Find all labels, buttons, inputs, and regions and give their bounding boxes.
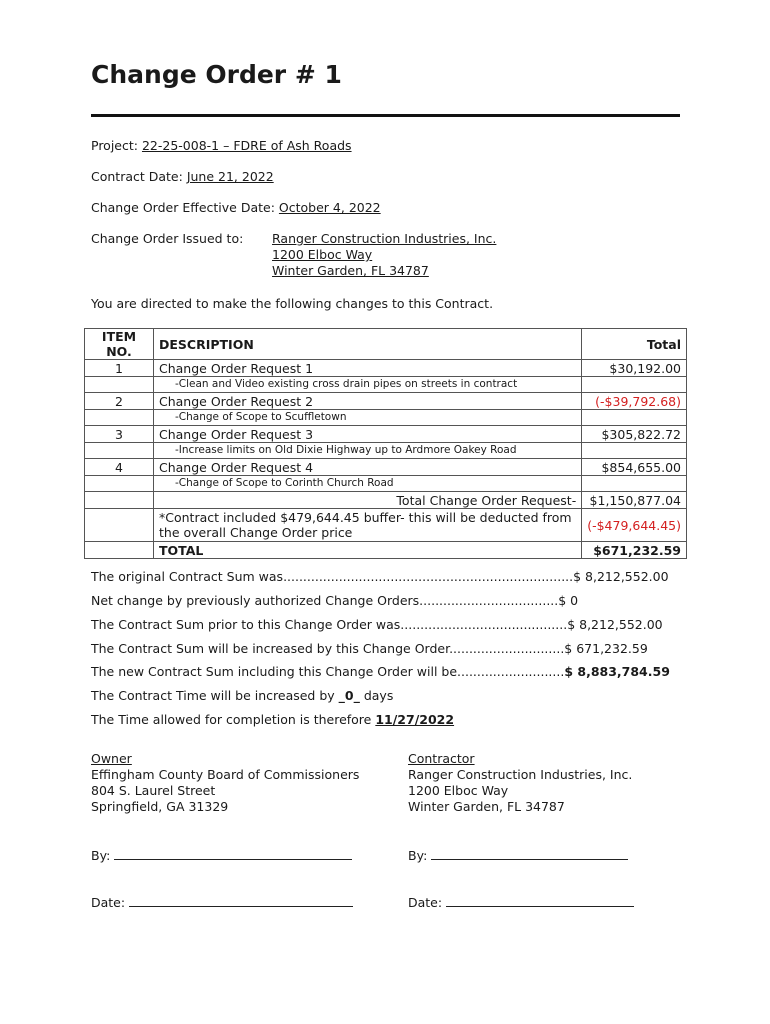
- project-line: [91, 138, 352, 153]
- new-sum-text: The new Contract Sum including this Change Order will be...........................: [91, 664, 565, 679]
- owner-line3: Springfield, GA 31329: [91, 799, 229, 814]
- total-row: [85, 542, 687, 559]
- total-value: $671,232.59: [582, 542, 687, 559]
- buffer-note: *Contract included $479,644.45 buffer- this will be deducted from the overall Change Order price: [154, 509, 582, 542]
- issued-to-label: Change Order Issued to:: [91, 231, 244, 246]
- item-description: Change Order Request 2: [154, 393, 582, 410]
- item-subdescription: -Increase limits on Old Dixie Highway up to Ardmore Oakey Road: [154, 443, 582, 459]
- table-header-row: [85, 329, 687, 360]
- directive-text: You are directed to make the following changes to this Contract.: [91, 296, 494, 311]
- table-row: [85, 393, 687, 410]
- item-total: $30,192.00: [582, 360, 687, 377]
- contractor-by-line[interactable]: [431, 847, 628, 860]
- effective-date-line: [91, 200, 381, 215]
- summary-completion: [91, 712, 454, 727]
- table-row: [85, 459, 687, 476]
- item-total: $305,822.72: [582, 426, 687, 443]
- summary-time: [91, 688, 393, 703]
- owner-by-line[interactable]: [114, 847, 352, 860]
- item-no: 3: [85, 426, 154, 443]
- summary-original: The original Contract Sum was.........................................................................$ 8,212,552.00: [91, 569, 669, 584]
- buffer-value: (-$479,644.45): [582, 509, 687, 542]
- owner-heading: Owner: [91, 751, 132, 766]
- table-subrow: [85, 377, 687, 393]
- issued-to-line2: 1200 Elboc Way: [272, 247, 373, 262]
- contractor-date-field[interactable]: [408, 894, 634, 910]
- item-subdescription: -Change of Scope to Corinth Church Road: [154, 476, 582, 492]
- contractor-date-line[interactable]: [446, 894, 634, 907]
- contractor-date-label: Date:: [408, 895, 443, 910]
- time-value: _0_: [338, 688, 360, 703]
- effective-date-value: October 4, 2022: [278, 200, 381, 215]
- item-total: (-$39,792.68): [582, 393, 687, 410]
- contract-date-label: Contract Date:: [91, 169, 183, 184]
- summary-new-sum: [91, 664, 670, 679]
- summary-increase: The Contract Sum will be increased by this Change Order.............................$ 671,232.59: [91, 641, 648, 656]
- summary-prior: The Contract Sum prior to this Change Order was..........................................$ 8,212,552.00: [91, 617, 663, 632]
- contractor-line2: 1200 Elboc Way: [408, 783, 509, 798]
- item-no: 2: [85, 393, 154, 410]
- item-description: Change Order Request 4: [154, 459, 582, 476]
- total-request-value: $1,150,877.04: [582, 492, 687, 509]
- issued-to-line3: Winter Garden, FL 34787: [272, 263, 429, 278]
- item-no: 1: [85, 360, 154, 377]
- project-value: 22-25-008-1 – FDRE of Ash Roads: [141, 138, 352, 153]
- owner-date-field[interactable]: [91, 894, 353, 910]
- table-row: [85, 360, 687, 377]
- contractor-line1: Ranger Construction Industries, Inc.: [408, 767, 633, 782]
- effective-date-label: Change Order Effective Date:: [91, 200, 275, 215]
- owner-by-field[interactable]: [91, 847, 352, 863]
- item-no: 4: [85, 459, 154, 476]
- item-total: $854,655.00: [582, 459, 687, 476]
- change-items-table: [84, 328, 687, 559]
- contractor-by-field[interactable]: [408, 847, 628, 863]
- owner-line2: 804 S. Laurel Street: [91, 783, 216, 798]
- header-description: DESCRIPTION: [154, 329, 582, 360]
- document-title: Change Order # 1: [91, 60, 342, 89]
- header-total: Total: [582, 329, 687, 360]
- total-request-row: [85, 492, 687, 509]
- completion-prefix: The Time allowed for completion is therefore: [91, 712, 376, 727]
- title-divider: [91, 114, 680, 117]
- new-sum-value: $ 8,883,784.59: [564, 664, 670, 679]
- project-label: Project:: [91, 138, 138, 153]
- time-suffix: days: [359, 688, 394, 703]
- contractor-heading: Contractor: [408, 751, 475, 766]
- table-subrow: [85, 443, 687, 459]
- owner-by-label: By:: [91, 848, 111, 863]
- contractor-line3: Winter Garden, FL 34787: [408, 799, 565, 814]
- completion-value: 11/27/2022: [375, 712, 455, 727]
- buffer-row: [85, 509, 687, 542]
- owner-date-label: Date:: [91, 895, 126, 910]
- header-item-no: ITEM NO.: [85, 329, 154, 360]
- item-subdescription: -Change of Scope to Scuffletown: [154, 410, 582, 426]
- contract-date-line: [91, 169, 274, 184]
- total-label: TOTAL: [154, 542, 582, 559]
- issued-to-line1: Ranger Construction Industries, Inc.: [272, 231, 497, 246]
- contract-date-value: June 21, 2022: [186, 169, 274, 184]
- total-request-label: Total Change Order Request-: [154, 492, 582, 509]
- table-subrow: [85, 476, 687, 492]
- item-description: Change Order Request 3: [154, 426, 582, 443]
- item-subdescription: -Clean and Video existing cross drain pipes on streets in contract: [154, 377, 582, 393]
- time-prefix: The Contract Time will be increased by: [91, 688, 339, 703]
- owner-line1: Effingham County Board of Commissioners: [91, 767, 360, 782]
- owner-date-line[interactable]: [129, 894, 353, 907]
- item-description: Change Order Request 1: [154, 360, 582, 377]
- table-row: [85, 426, 687, 443]
- table-subrow: [85, 410, 687, 426]
- contractor-by-label: By:: [408, 848, 428, 863]
- summary-net-change: Net change by previously authorized Change Orders...................................$ 0: [91, 593, 579, 608]
